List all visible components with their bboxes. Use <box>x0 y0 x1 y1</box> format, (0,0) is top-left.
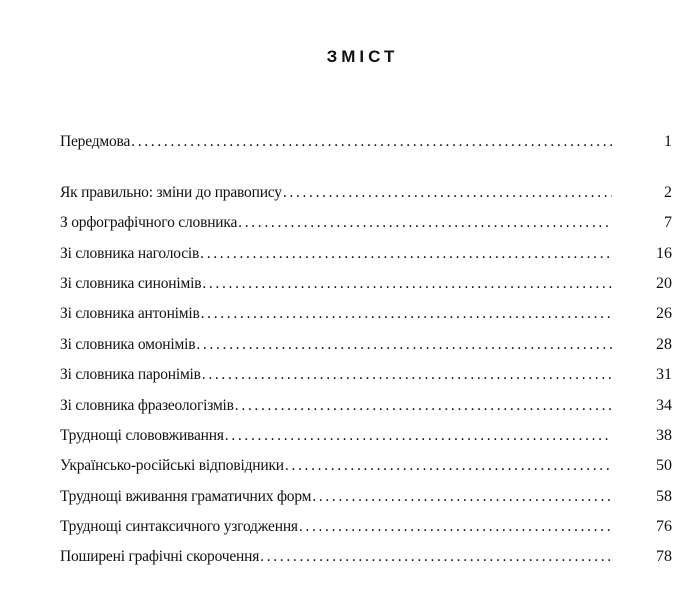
dot-leader <box>225 425 612 447</box>
toc-entry-title: Зі словника паронімів <box>60 366 201 383</box>
toc-page-number: 20 <box>656 275 672 292</box>
dot-leader <box>235 395 612 417</box>
dot-leader <box>131 131 612 153</box>
toc-entry <box>60 546 672 568</box>
toc-page-number: 76 <box>656 518 672 535</box>
toc-entry <box>60 516 672 538</box>
toc-entry-title: Як правильно: зміни до правопису <box>60 184 282 201</box>
dot-leader <box>283 182 612 204</box>
toc-page-number: 2 <box>664 184 672 201</box>
dot-leader <box>196 334 612 356</box>
dot-leader <box>200 243 612 265</box>
toc-entry <box>60 364 672 386</box>
toc-entry <box>60 334 672 356</box>
toc-entry-title: Зі словника омонімів <box>60 336 196 353</box>
toc-entry-title: Зі словника антонімів <box>60 305 200 322</box>
toc-entry <box>60 182 672 204</box>
dot-leader <box>299 516 612 538</box>
toc-page-number: 34 <box>656 397 672 414</box>
toc-entry-title: З орфографічного словника <box>60 214 238 231</box>
toc-page-number: 26 <box>656 305 672 322</box>
toc-page-number: 78 <box>656 548 672 565</box>
dot-leader <box>238 212 612 234</box>
page-title: ЗМІСТ <box>326 47 399 66</box>
toc-entry <box>60 131 672 153</box>
toc-entry-title: Труднощі синтаксичного узгодження <box>60 518 298 535</box>
toc-entry-title: Зі словника наголосів <box>60 245 200 262</box>
toc-entry <box>60 486 672 508</box>
toc-entry <box>60 243 672 265</box>
toc-entry-title: Зі словника фразеологізмів <box>60 397 234 414</box>
toc-page-number: 7 <box>664 214 672 231</box>
toc-page-number: 58 <box>656 488 672 505</box>
toc-page-number: 38 <box>656 427 672 444</box>
toc-entry-title: Українсько-російські відповідники <box>60 457 284 474</box>
toc-entry-title: Поширені графічні скорочення <box>60 548 260 565</box>
toc-page-number: 31 <box>656 366 672 383</box>
toc-entry-title: Труднощі слововживання <box>60 427 224 444</box>
toc-entry-title: Зі словника синонімів <box>60 275 202 292</box>
toc-entry <box>60 425 672 447</box>
toc-page-number: 28 <box>656 336 672 353</box>
toc-entry <box>60 455 672 477</box>
dot-leader <box>201 303 612 325</box>
dot-leader <box>260 546 612 568</box>
dot-leader <box>285 455 612 477</box>
dot-leader <box>202 273 612 295</box>
toc-entry-title: Передмова <box>60 133 131 150</box>
toc-entry <box>60 303 672 325</box>
toc-entry <box>60 273 672 295</box>
toc-entry-title: Труднощі вживання граматичних форм <box>60 488 312 505</box>
dot-leader <box>312 486 612 508</box>
toc-page-number: 1 <box>664 133 672 150</box>
toc-entry <box>60 395 672 417</box>
toc-page-number: 50 <box>656 457 672 474</box>
dot-leader <box>202 364 612 386</box>
toc-entry <box>60 212 672 234</box>
toc-page-number: 16 <box>656 245 672 262</box>
